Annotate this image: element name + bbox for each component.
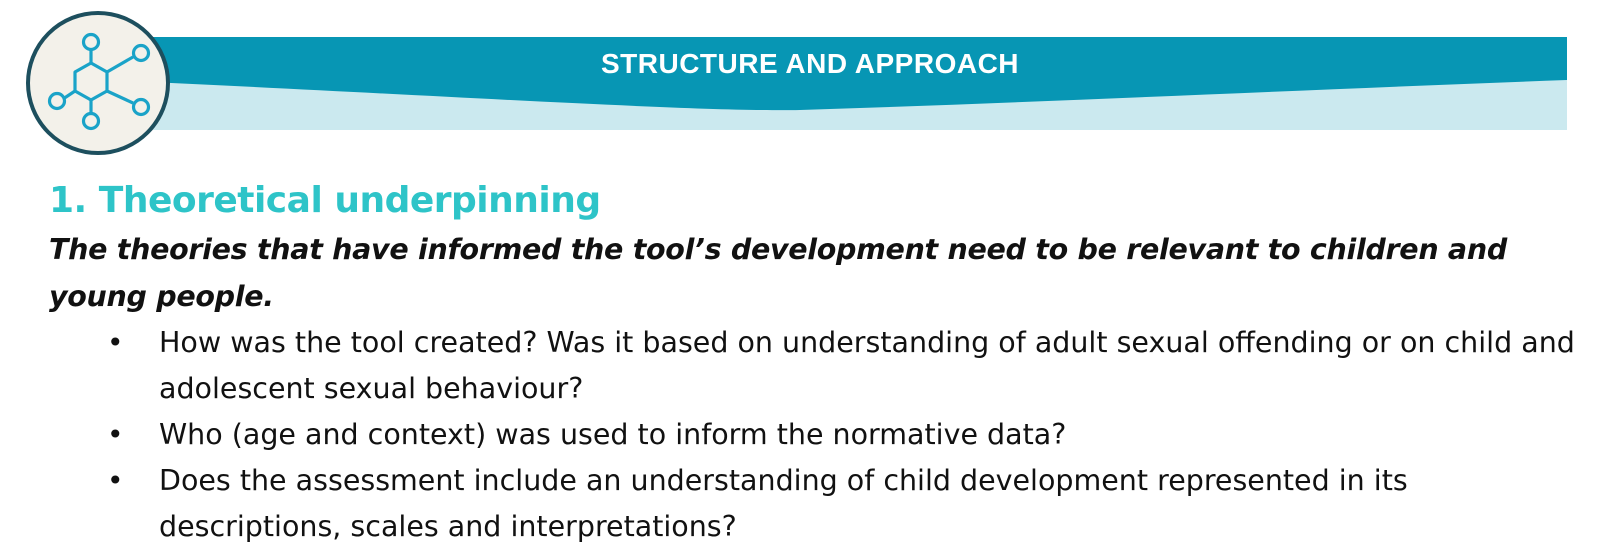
question-text: Who (age and context) was used to inform the normative data? (159, 418, 1067, 451)
banner-ribbon (0, 0, 1600, 160)
question-item (49, 458, 1579, 550)
theoretical-underpinning-section (49, 178, 1579, 550)
bullet-icon: • (107, 464, 124, 497)
question-list (49, 320, 1579, 550)
section-lead: The theories that have informed the tool’s development need to be relevant to children and young people. (49, 233, 1507, 313)
bullet-icon: • (107, 418, 124, 451)
question-text: How was the tool created? Was it based on understanding of adult sexual offending or on child and adolescent sexual behaviour? (159, 326, 1575, 405)
bullet-icon: • (107, 326, 124, 359)
header-banner (0, 0, 1600, 160)
question-item (49, 412, 1579, 458)
question-text: Does the assessment include an understanding of child development represented in its descriptions, scales and interpretations? (159, 464, 1408, 543)
section-heading: 1. Theoretical underpinning (49, 180, 601, 221)
question-item (49, 320, 1579, 412)
banner-title: STRUCTURE AND APPROACH (600, 48, 1020, 79)
molecule-icon (28, 13, 168, 153)
